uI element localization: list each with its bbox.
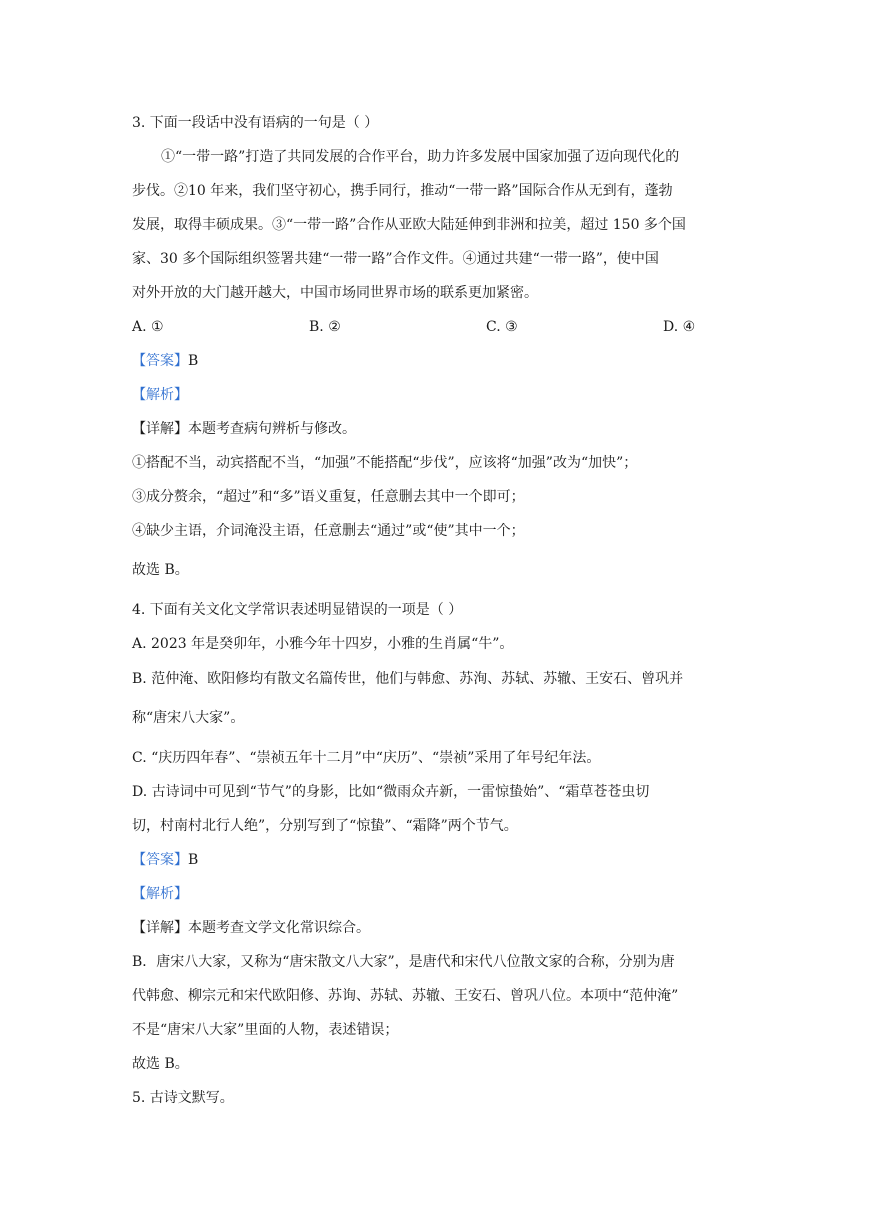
q3-stem: 3. 下面一段话中没有语病的一句是（ ）: [132, 115, 379, 131]
q4-detail: 【详解】本题考查文学文化常识综合。: [132, 920, 370, 936]
answer-tag: 【答案】: [132, 353, 188, 369]
answer-value: B: [188, 353, 199, 369]
q3-conclusion: 故选 B。: [132, 562, 189, 578]
q3-explain-3: ④缺少主语，介词淹没主语，任意删去“通过”或“使”其中一个；: [132, 523, 525, 539]
q4-stem: 4. 下面有关文化文学常识表述明显错误的一项是（ ）: [132, 602, 463, 618]
q3-detail: 【详解】本题考查病句辨析与修改。: [132, 421, 356, 437]
q4-option-d-line-1: D. 古诗词中可见到“节气”的身影，比如“微雨众卉新，一雷惊蛰始”、“霜草苍苍虫切: [132, 784, 650, 800]
q4-option-b-line-1: B. 范仲淹、欧阳修均有散文名篇传世，他们与韩愈、苏洵、苏轼、苏辙、王安石、曾巩并: [132, 671, 684, 687]
q3-option-c: C. ③: [486, 319, 518, 335]
q3-passage-line-2: 步伐。②10 年来，我们坚守初心，携手同行，推动“一带一路”国际合作从无到有，蓬勃: [132, 183, 673, 199]
q4-option-a: A. 2023 年是癸卯年，小雅今年十四岁，小雅的生肖属“牛”。: [132, 636, 514, 652]
q3-option-b: B. ②: [309, 319, 341, 335]
q3-passage-line-5: 对外开放的大门越开越大，中国市场同世界市场的联系更加紧密。: [132, 285, 538, 301]
q4-answer: [132, 850, 198, 870]
answer-value: B: [188, 852, 199, 868]
q3-passage-line-1: ①“一带一路”打造了共同发展的合作平台，助力许多发展中国家加强了迈向现代化的: [161, 149, 680, 165]
q3-passage-line-4: 家、30 多个国际组织签署共建“一带一路”合作文件。④通过共建“一带一路”，使中国: [132, 251, 659, 267]
q3-option-d: D. ④: [663, 319, 696, 335]
q3-passage-line-3: 发展，取得丰硕成果。③“一带一路”合作从亚欧大陆延伸到非洲和拉美，超过 150 多个国: [132, 217, 686, 233]
q4-explain-2: 代韩愈、柳宗元和宋代欧阳修、苏询、苏轼、苏辙、王安石、曾巩八位。本项中“范仲淹”: [132, 988, 679, 1004]
q3-answer: [132, 351, 198, 371]
q3-explain-1: ①搭配不当，动宾搭配不当，“加强”不能搭配“步伐”，应该将“加强”改为“加快”；: [132, 455, 638, 471]
answer-tag: 【答案】: [132, 852, 188, 868]
q4-explain-3: 不是“唐宋八大家”里面的人物，表述错误；: [132, 1022, 399, 1038]
q4-explain-1: B．唐宋八大家，又称为“唐宋散文八大家”，是唐代和宋代八位散文家的合称，分别为唐: [132, 954, 675, 970]
q4-analysis-tag: 【解析】: [132, 886, 188, 902]
q3-explain-2: ③成分赘余，“超过”和“多”语义重复，任意删去其中一个即可；: [132, 489, 525, 505]
q3-option-a: A. ①: [132, 319, 164, 335]
q5-stem: 5. 古诗文默写。: [132, 1090, 234, 1106]
q4-option-c: C. “庆历四年春”、“崇祯五年十二月”中“庆历”、“崇祯”采用了年号纪年法。: [132, 750, 601, 766]
q4-option-d-line-2: 切，村南村北行人绝”，分别写到了“惊蛰”、“霜降”两个节气。: [132, 818, 518, 834]
q4-conclusion: 故选 B。: [132, 1056, 189, 1072]
q3-analysis-tag: 【解析】: [132, 387, 188, 403]
q4-option-b-line-2: 称“唐宋八大家”。: [132, 710, 245, 726]
